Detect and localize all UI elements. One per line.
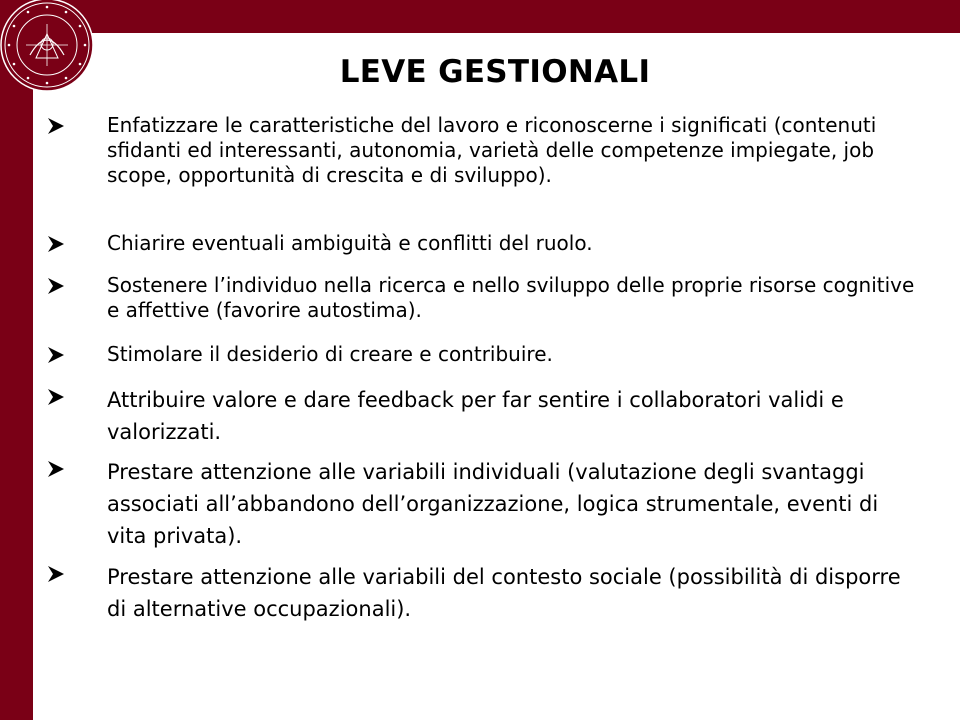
slide-title: LEVE GESTIONALI bbox=[339, 54, 651, 90]
bullet-text: Enfatizzare le caratteristiche del lavoro e riconoscerne i significati (contenuti sfidanti ed interessanti, autonomia, varietà delle competenze impiegate, job scope, opportunità di crescita e di sviluppo). bbox=[107, 113, 877, 187]
bullet-item bbox=[47, 456, 917, 552]
bullet-item bbox=[47, 113, 917, 188]
top-frame-bar bbox=[0, 0, 960, 33]
bullet-text: Chiarire eventuali ambiguità e conflitti del ruolo. bbox=[107, 231, 593, 255]
bullet-item bbox=[47, 273, 917, 323]
bullet-text: Attribuire valore e dare feedback per far sentire i collaboratori validi e valorizzati. bbox=[107, 388, 844, 444]
arrowhead-icon bbox=[47, 460, 65, 478]
bullet-text: Prestare attenzione alle variabili del contesto sociale (possibilità di disporre di alternative occupazionali). bbox=[107, 565, 901, 621]
arrowhead-icon bbox=[47, 346, 65, 364]
arrowhead-icon bbox=[47, 117, 65, 135]
left-frame-bar bbox=[0, 0, 33, 720]
arrowhead-icon bbox=[47, 388, 65, 406]
bullet-text: Prestare attenzione alle variabili individuali (valutazione degli svantaggi associati all’abbandono dell’organizzazione, logica strumentale, eventi di vita privata). bbox=[107, 460, 879, 548]
bullet-text: Sostenere l’individuo nella ricerca e nello sviluppo delle proprie risorse cognitive e affettive (favorire autostima). bbox=[107, 273, 915, 322]
arrowhead-icon bbox=[47, 565, 65, 583]
arrowhead-icon bbox=[47, 235, 65, 253]
bullet-item bbox=[47, 561, 917, 625]
bullet-text: Stimolare il desiderio di creare e contribuire. bbox=[107, 342, 553, 366]
bullet-item bbox=[47, 384, 917, 448]
bullet-item bbox=[47, 231, 917, 256]
bullet-item bbox=[47, 342, 917, 367]
arrowhead-icon bbox=[47, 277, 65, 295]
